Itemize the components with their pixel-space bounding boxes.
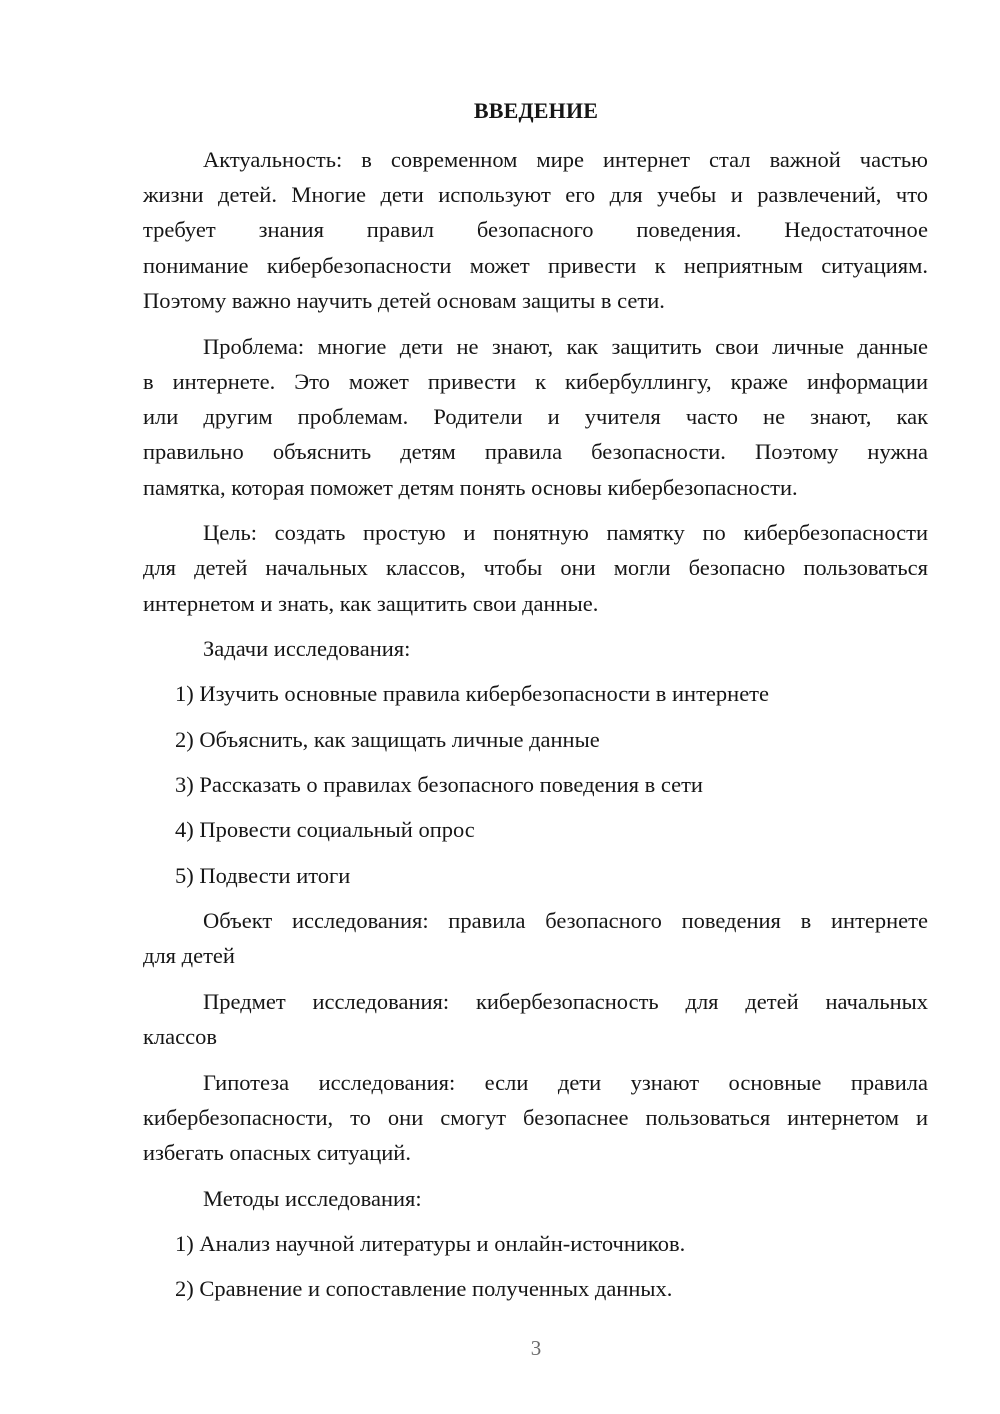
problem-line: Проблема: многие дети не знают, как защитить свои личные данные [203, 334, 928, 359]
object-line: Объект исследования: правила безопасного поведения в интернете [203, 908, 928, 933]
page-number: 3 [530, 1336, 542, 1360]
goal-line: Цель: создать простую и понятную памятку по кибербезопасности [203, 520, 928, 545]
task-item: 4) Провести социальный опрос [175, 817, 475, 842]
method-item: 1) Анализ научной литературы и онлайн-источников. [175, 1231, 686, 1256]
page-heading: ВВЕДЕНИЕ [473, 98, 599, 123]
relevance-line: понимание кибербезопасности может привести к неприятным ситуациям. [143, 253, 928, 278]
relevance-line: Актуальность: в современном мире интернет стал важной частью [203, 147, 928, 172]
tasks-title: Задачи исследования: [203, 636, 411, 661]
goal-line: интернетом и знать, как защитить свои данные. [143, 591, 599, 616]
problem-line: правильно объяснить детям правила безопасности. Поэтому нужна [143, 439, 928, 464]
object-line: для детей [143, 943, 235, 968]
subject-line: классов [143, 1024, 217, 1049]
relevance-line: Поэтому важно научить детей основам защиты в сети. [143, 288, 665, 313]
goal-line: для детей начальных классов, чтобы они могли безопасно пользоваться [143, 555, 928, 580]
hypothesis-line: кибербезопасности, то они смогут безопаснее пользоваться интернетом и [143, 1105, 928, 1130]
hypothesis-line: избегать опасных ситуаций. [143, 1140, 411, 1165]
task-item: 5) Подвести итоги [175, 863, 351, 888]
subject-line: Предмет исследования: кибербезопасность для детей начальных [203, 989, 928, 1014]
problem-line: в интернете. Это может привести к кибербуллингу, краже информации [143, 369, 928, 394]
task-item: 3) Рассказать о правилах безопасного поведения в сети [175, 772, 703, 797]
problem-line: памятка, которая поможет детям понять основы кибербезопасности. [143, 475, 798, 500]
relevance-line: требует знания правил безопасного поведения. Недостаточное [143, 217, 928, 242]
method-item: 2) Сравнение и сопоставление полученных данных. [175, 1276, 673, 1301]
task-item: 2) Объяснить, как защищать личные данные [175, 727, 600, 752]
relevance-line: жизни детей. Многие дети используют его для учебы и развлечений, что [143, 182, 928, 207]
task-item: 1) Изучить основные правила кибербезопасности в интернете [175, 681, 769, 706]
methods-title: Методы исследования: [203, 1186, 422, 1211]
hypothesis-line: Гипотеза исследования: если дети узнают основные правила [203, 1070, 928, 1095]
problem-line: или другим проблемам. Родители и учителя часто не знают, как [143, 404, 928, 429]
